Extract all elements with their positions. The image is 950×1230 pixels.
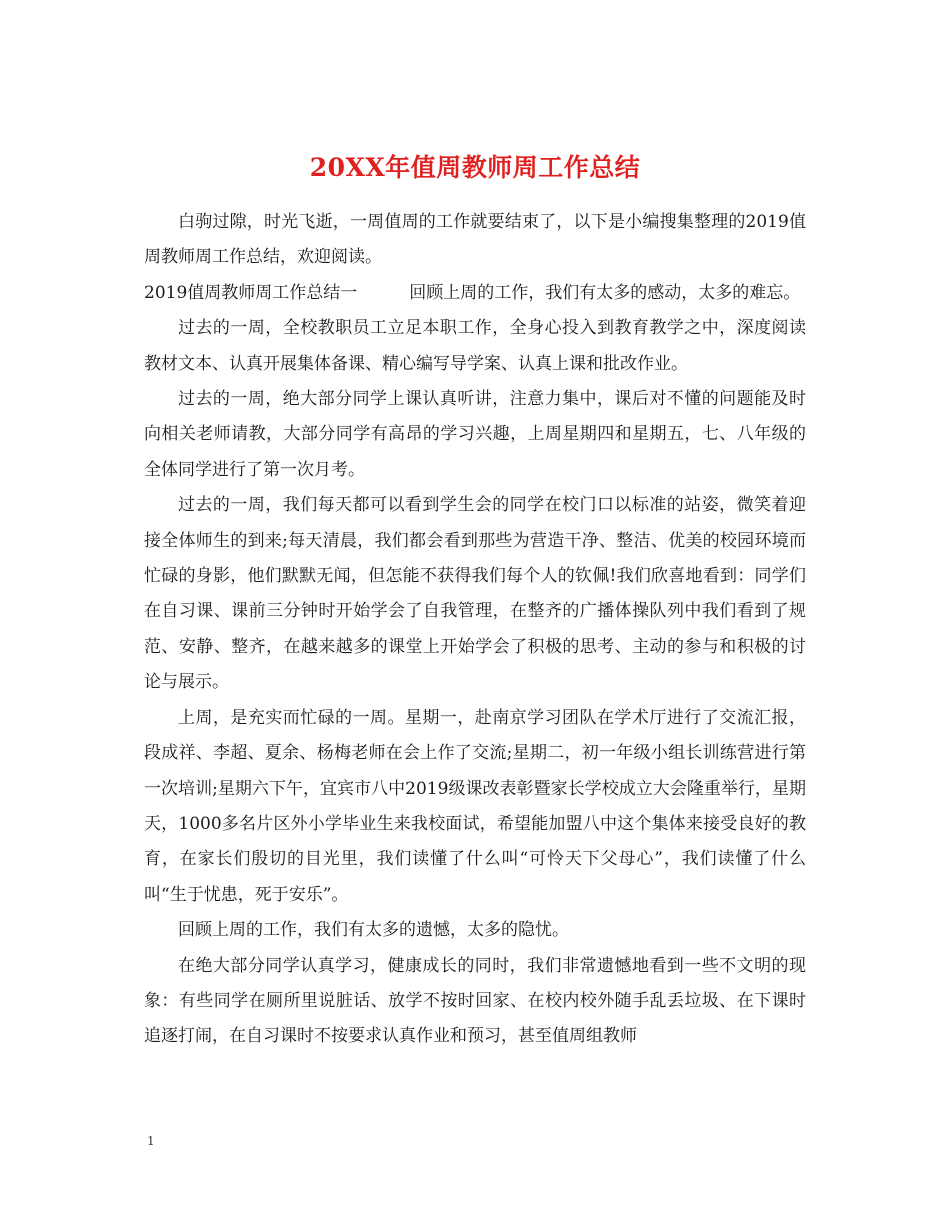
paragraph-section-one: [144, 276, 806, 311]
section-heading: 2019值周教师周工作总结一: [144, 282, 358, 303]
section-one-text: 回顾上周的工作，我们有太多的感动，太多的难忘。: [409, 282, 801, 303]
paragraph-students: 过去的一周，绝大部分同学上课认真听讲，注意力集中，课后对不懂的问题能及时向相关老师请教，大部分同学有高昂的学习兴趣，上周星期四和星期五，七、八年级的全体同学进行了第一次月考。: [144, 389, 806, 480]
paragraph-staff: 过去的一周，全校教职员工立足本职工作，全身心投入到教育教学之中，深度阅读教材文本、认真开展集体备课、精心编写导学案、认真上课和批改作业。: [144, 318, 806, 374]
page-number: 1: [147, 1134, 155, 1148]
paragraph-busy-week: 上周，是充实而忙碌的一周。星期一，赴南京学习团队在学术厅进行了交流汇报，段成祥、李超、夏余、杨梅老师在会上作了交流;星期二，初一年级小组长训练营进行第一次培训;星期六下午，宜宾市八中2019级课改表彰暨家长学校成立大会隆重举行，星期天，1000多名片区外小学毕业生来我校面试，希望能加盟八中这个集体来接受良好的教育，在家长们殷切的目光里，我们读懂了什么叫“可怜天下父母心”，我们读懂了什么叫“生于忧患，死于安乐”。: [144, 707, 806, 905]
paragraph-uncivil: 在绝大部分同学认真学习，健康成长的同时，我们非常遗憾地看到一些不文明的现象：有些同学在厕所里说脏话、放学不按时回家、在校内校外随手乱丢垃圾、在下课时追逐打闹，在自习课时不按要求认真作业和预习，甚至值周组教师: [144, 955, 806, 1047]
paragraph-campus: 过去的一周，我们每天都可以看到学生会的同学在校门口以标准的站姿，微笑着迎接全体师生的到来;每天清晨，我们都会看到那些为营造干净、整洁、优美的校园环境而忙碌的身影，他们默默无闻，但怎能不获得我们每个人的钦佩!我们欣喜地看到：同学们在自习课、课前三分钟时开始学会了自我管理，在整齐的广播体操队列中我们看到了规范、安静、整齐，在越来越多的课堂上开始学会了积极的思考、主动的参与和积极的讨论与展示。: [144, 495, 806, 693]
paragraph-intro: 白驹过隙，时光飞逝，一周值周的工作就要结束了，以下是小编搜集整理的2019值周教师周工作总结，欢迎阅读。: [144, 212, 806, 268]
paragraph-regrets: 回顾上周的工作，我们有太多的遗憾，太多的隐忧。: [178, 920, 569, 941]
document-title: 20XX年值周教师周工作总结: [309, 152, 641, 182]
document-body: [144, 205, 806, 1055]
